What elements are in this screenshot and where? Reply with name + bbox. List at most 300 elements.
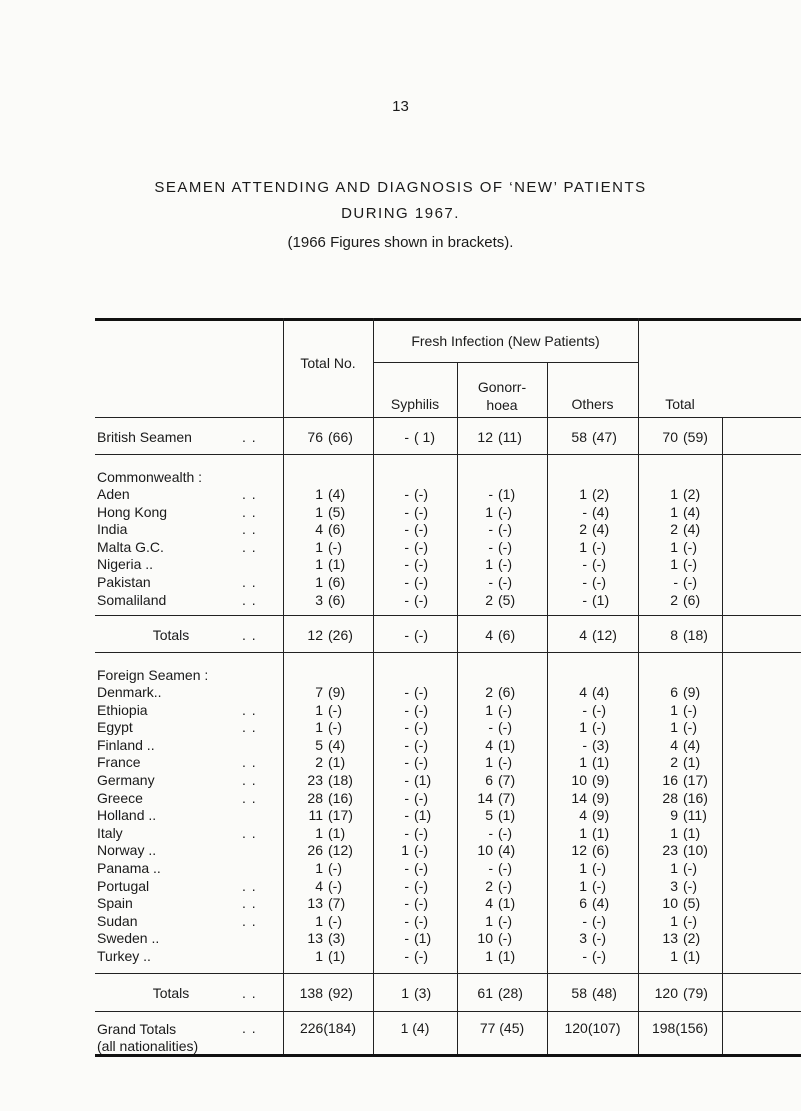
value-previous: (-) [498,719,512,736]
value-cell [373,556,457,572]
value-cell [373,860,457,876]
leader-dots: . . [242,591,257,608]
value-cell [547,627,638,643]
row-label: Malta G.C. [97,538,164,555]
value-previous: (-) [414,591,428,608]
value-count: - [488,860,493,876]
value-previous: (2) [683,486,701,502]
row-label: India [97,521,128,538]
value-previous: (48) [592,985,617,1001]
value-previous: (4) [592,684,610,700]
header-total: Total [665,396,695,412]
value-previous: (-) [498,701,512,718]
value-previous: (17) [328,807,353,824]
value-count: - [404,538,409,555]
page-number: 13 [392,98,409,115]
value-previous: (6) [328,521,346,538]
value-previous: (-) [328,860,342,876]
value-cell [638,719,722,735]
value-cell [283,790,373,806]
value-cell [457,878,547,894]
row-label: Turkey .. [97,948,151,964]
value-cell [283,702,373,718]
value-count: 1 [579,877,587,894]
value-cell [457,913,547,929]
value-count: 2 [485,877,493,894]
value-previous: (6) [328,574,346,590]
value-count: 2 [315,754,323,771]
value-cell [547,878,638,894]
value-count: - [404,521,409,538]
value-previous: (47) [592,429,617,445]
diagnosis-table [95,318,801,1054]
value-previous: (-) [414,503,428,520]
value-cell [638,754,722,770]
leader-dots: . . [242,429,257,445]
value-cell [547,842,638,858]
value-count: 1 [579,486,587,502]
value-count: 6 [670,684,678,700]
value-cell [638,592,722,608]
value-count: 4 [315,877,323,894]
value-cell [547,539,638,555]
value-count: - [404,627,409,643]
value-count: - [404,860,409,876]
value-cell [638,895,722,911]
value-cell [283,627,373,643]
value-cell [457,825,547,841]
value-previous: (-) [592,538,606,555]
value-previous: (16) [328,789,353,806]
value-count: 12 [571,842,587,859]
value-cell [283,574,373,590]
value-previous: (9) [328,684,346,700]
value-cell [373,627,457,643]
value-cell [638,807,722,823]
leader-dots: . . [242,486,257,502]
value-previous: (-) [414,719,428,736]
value-cell [457,895,547,911]
value-count: 58 [571,985,587,1001]
value-cell [457,807,547,823]
value-cell [547,521,638,537]
value-count: 138 [299,985,323,1001]
value-cell [373,807,457,823]
value-previous: (1) [328,824,346,841]
value-previous: (4) [328,736,346,753]
value-previous: (7) [328,895,346,912]
value-previous: (1) [683,824,701,841]
value-count: - [404,574,409,590]
value-count: 2 [485,591,493,608]
value-cell [457,592,547,608]
value-previous: (16) [683,789,708,806]
value-count: 28 [307,789,323,806]
value-cell [547,486,638,502]
value-previous: (-) [414,736,428,753]
value-previous: (79) [683,985,708,1001]
value-cell [457,754,547,770]
value-previous: (1) [498,948,516,964]
value-cell [373,825,457,841]
value-cell [373,913,457,929]
value-cell [457,574,547,590]
value-count: - [404,429,409,445]
value-count: - [488,719,493,736]
row-label: Denmark.. [97,684,162,700]
value-previous: (-) [683,556,697,573]
value-count: 9 [670,807,678,824]
value-cell [283,772,373,788]
value-previous: (-) [592,574,606,590]
value-previous: (11) [683,807,707,824]
value-count: - [488,574,493,590]
value-cell [457,985,547,1001]
value-previous: (-) [498,538,512,555]
value-cell [457,860,547,876]
value-previous: (-) [592,719,606,736]
value-count: - [488,521,493,538]
value-count: 61 [477,985,493,1001]
value-count: 1 [579,824,587,841]
value-count: 2 [579,521,587,538]
leader-dots: . . [242,895,257,912]
value-count: 1 [485,701,493,718]
value-count: 4 [485,895,493,912]
row-label: Ethiopia [97,701,148,718]
value-cell [457,737,547,753]
value-count: 1 [485,556,493,573]
grand-totals-sublabel: (all nationalities) [97,1038,199,1054]
value-previous: (6) [592,842,610,859]
value-cell [638,521,722,537]
value-cell [638,913,722,929]
value-count: 12 [477,429,493,445]
leader-dots: . . [242,789,257,806]
value-cell [373,574,457,590]
value-cell [547,504,638,520]
value-cell [457,842,547,858]
value-previous: (-) [498,503,512,520]
value-previous: (5) [498,591,516,608]
value-cell [547,772,638,788]
leader-dots: . . [242,503,257,520]
leader-dots: . . [242,824,257,841]
value-count: - [488,824,493,841]
value-cell [547,930,638,946]
value-previous: (1) [328,948,346,964]
value-previous: (28) [498,985,523,1001]
value-count: 6 [579,895,587,912]
value-previous: (9) [592,772,610,788]
value-previous: (-) [414,574,428,590]
value-count: 1 [401,985,409,1001]
value-count: 1 [315,538,323,555]
leader-dots: . . [242,985,257,1001]
value-previous: (-) [414,684,428,700]
value-count: 13 [307,895,323,912]
leader-dots: . . [242,1020,257,1036]
value-cell [373,539,457,555]
value-count: 1 [670,824,678,841]
value-cell [283,913,373,929]
value-previous: (-) [498,556,512,573]
value-count: 76 [307,429,323,445]
value-count: 3 [579,930,587,947]
value-previous: (1) [414,807,432,824]
value-cell [547,737,638,753]
value-count: 3 [315,591,323,608]
row-label: Sweden .. [97,930,160,947]
value-cell [638,948,722,964]
value-count: 2 [670,591,678,608]
value-previous: (-) [592,556,606,573]
value-cell [547,825,638,841]
value-count: - [582,503,587,520]
value-count: 16 [662,772,678,788]
section-heading-commonwealth: Commonwealth : [97,469,203,485]
value-cell [283,684,373,700]
value-count: 28 [662,789,678,806]
value-cell [638,539,722,555]
leader-dots: . . [242,719,257,736]
value-count: - [404,684,409,700]
value-cell [283,807,373,823]
value-previous: (7) [498,772,516,788]
value-count: 1 [670,701,678,718]
value-count: 12 [307,627,323,643]
value-previous: (4) [592,895,610,912]
value-previous: (1) [328,754,346,771]
value-cell [457,429,547,445]
value-count: 1 [670,503,678,520]
row-label: Germany [97,772,155,788]
row-label: Aden [97,486,130,502]
page-title-line2: DURING 1967. [341,205,460,222]
value-previous: (6) [498,627,516,643]
value-cell [547,684,638,700]
value-previous: (1) [592,591,610,608]
value-count: 4 [579,627,587,643]
value-cell [638,702,722,718]
value-previous: (-) [592,877,606,894]
value-previous: (-) [498,930,512,947]
row-label: Egypt [97,719,133,736]
value-previous: (-) [683,877,697,894]
value-previous: (4) [683,736,701,753]
value-cell [457,684,547,700]
value-previous: (3) [414,985,432,1001]
value-previous: (-) [414,754,428,771]
value-count: 4 [485,627,493,643]
row-label: Nigeria .. [97,556,154,573]
leader-dots: . . [242,754,257,771]
value-cell [373,737,457,753]
value-count: - [404,789,409,806]
value-count: 2 [670,521,678,538]
value-count: 1 [315,503,323,520]
value-count: 1 [670,538,678,555]
value-previous: (-) [328,912,342,929]
value-previous: (-) [498,860,512,876]
row-label-grand-totals [97,1020,176,1038]
value-cell [283,985,373,1001]
value-cell [373,592,457,608]
value-previous: (-) [498,754,512,771]
row-label-commonwealth-totals: Totals [152,627,190,643]
value-cell [638,790,722,806]
value-cell [547,719,638,735]
leader-dots: . . [242,521,257,538]
value-cell [638,985,722,1001]
value-cell [283,948,373,964]
value-count: - [404,503,409,520]
value-count: - [404,912,409,929]
value-previous: (7) [498,789,516,806]
value-previous: (-) [414,538,428,555]
value-previous: (-) [683,574,697,590]
value-count: 13 [307,930,323,947]
value-count: 10 [571,772,587,788]
value-count: 1 [579,538,587,555]
value-previous: (-) [498,877,512,894]
value-count: 8 [670,627,678,643]
value-cell [373,985,457,1001]
value-count: 5 [315,736,323,753]
value-previous: (-) [592,912,606,929]
value-cell [638,684,722,700]
value-previous: (-) [328,877,342,894]
grand-total-value: 77 (45) [479,1020,525,1036]
value-cell [373,895,457,911]
value-cell [373,842,457,858]
value-cell [457,556,547,572]
value-count: 5 [485,807,493,824]
value-cell [547,913,638,929]
value-cell [547,790,638,806]
value-count: - [673,574,678,590]
value-cell [457,504,547,520]
value-cell [283,878,373,894]
value-count: 1 [670,860,678,876]
row-label-british-seamen: British Seamen [97,429,192,445]
value-count: - [404,895,409,912]
value-count: 1 [670,486,678,502]
value-cell [373,948,457,964]
value-previous: (2) [683,930,701,947]
value-cell [457,790,547,806]
value-previous: (9) [592,807,610,824]
value-previous: (1) [498,736,516,753]
value-previous: (-) [592,701,606,718]
value-cell [638,772,722,788]
value-cell [373,754,457,770]
value-previous: (-) [414,912,428,929]
value-cell [373,429,457,445]
section-heading-foreign: Foreign Seamen : [97,667,209,683]
value-count: 26 [307,842,323,859]
value-previous: (-) [683,719,697,736]
value-count: 10 [662,895,678,912]
value-count: 1 [670,719,678,736]
value-count: 1 [315,574,323,590]
grand-total-value: 1 (4) [400,1020,430,1036]
value-count: - [404,754,409,771]
grand-total-value: 198(156) [651,1020,709,1036]
value-cell [547,429,638,445]
value-cell [638,429,722,445]
value-previous: (1) [592,824,610,841]
value-count: 1 [485,912,493,929]
value-cell [638,878,722,894]
value-count: - [404,930,409,947]
value-cell [457,948,547,964]
row-label: Hong Kong [97,503,168,520]
header-total-no: Total No. [300,355,356,371]
row-label-foreign-totals: Totals [152,985,190,1001]
value-count: 1 [401,842,409,859]
value-previous: (-) [414,824,428,841]
value-cell [457,521,547,537]
value-cell [373,719,457,735]
leader-dots: . . [242,627,257,643]
value-previous: (-) [328,719,342,736]
value-cell [283,737,373,753]
value-cell [457,719,547,735]
value-cell [283,429,373,445]
value-previous: (4) [683,521,701,538]
value-count: - [404,736,409,753]
value-previous: (1) [498,486,516,502]
value-cell [373,702,457,718]
value-cell [283,825,373,841]
value-cell [283,556,373,572]
value-previous: (9) [683,684,701,700]
value-previous: (17) [683,772,708,788]
value-count: 1 [579,860,587,876]
value-cell [457,930,547,946]
value-cell [638,825,722,841]
row-label: Italy [97,824,123,841]
value-previous: ( 1) [414,429,435,445]
value-count: 2 [485,684,493,700]
value-count: - [404,556,409,573]
row-label: Norway .. [97,842,157,859]
value-count: 2 [670,754,678,771]
value-previous: (-) [498,574,512,590]
value-cell [547,574,638,590]
value-count: 7 [315,684,323,700]
value-cell [373,772,457,788]
value-previous: (-) [414,701,428,718]
value-count: - [488,486,493,502]
value-previous: (5) [683,895,701,912]
row-label: Finland .. [97,736,155,753]
value-count: 10 [477,842,493,859]
value-previous: (-) [414,895,428,912]
value-count: 23 [662,842,678,859]
value-cell [283,486,373,502]
value-previous: (4) [683,503,701,520]
value-count: - [582,912,587,929]
value-cell [457,486,547,502]
grand-total-value: 226(184) [299,1020,357,1036]
value-previous: (66) [328,429,353,445]
value-cell [373,684,457,700]
value-previous: (9) [592,789,610,806]
leader-dots: . . [242,701,257,718]
value-count: 4 [315,521,323,538]
